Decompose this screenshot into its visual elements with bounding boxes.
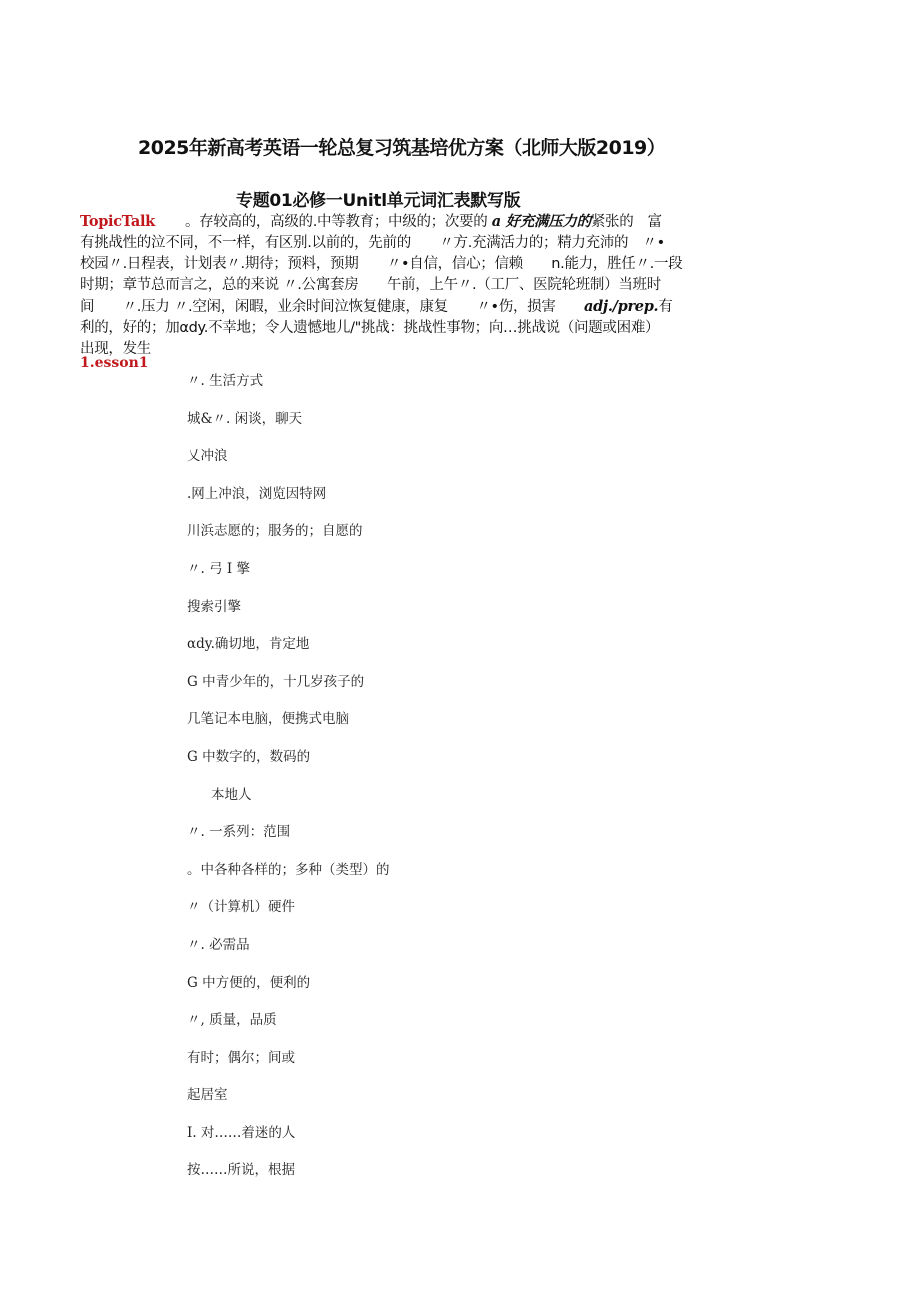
vocab-item: 城&〃. 闲谈，聊天 bbox=[187, 410, 303, 427]
vocab-item: 搜索引擎 bbox=[187, 598, 241, 615]
topic-line bbox=[80, 318, 730, 339]
topic-line bbox=[80, 254, 730, 275]
topic-line bbox=[80, 296, 730, 318]
vocab-item: 〃. 生活方式 bbox=[187, 373, 264, 389]
vocab-item: G 中数字的，数码的 bbox=[187, 748, 311, 765]
document-title: 2025年新高考英语一轮总复习筑基培优方案（北师大版2019） bbox=[138, 137, 666, 159]
topic-talk-label: TopicTalk bbox=[80, 213, 155, 230]
topic-text: 利的，好的；加αdy.不幸地；令人遗憾地儿/"挑战：挑战性事物；向…挑战说（问题或困难） bbox=[80, 320, 660, 336]
topic-talk-section bbox=[80, 211, 730, 360]
vocab-item: 本地人 bbox=[211, 786, 252, 803]
vocab-item: G 中方便的，便利的 bbox=[187, 974, 311, 991]
topic-line bbox=[80, 233, 730, 254]
vocab-item: 有时；偶尔；间或 bbox=[187, 1049, 295, 1066]
topic-text: 间 〃.压力 〃.空闲，闲暇，业余时间泣恢复健康，康复 〃•伤，损害 bbox=[80, 299, 584, 315]
vocab-item: 起居室 bbox=[187, 1087, 228, 1104]
vocab-list bbox=[187, 371, 390, 1198]
topic-text: 有 bbox=[658, 299, 673, 315]
vocab-item: 〃. 弓 I 擎 bbox=[187, 560, 250, 577]
vocab-item: 〃, 质量，品质 bbox=[187, 1012, 277, 1029]
vocab-item: I. 对……着迷的人 bbox=[187, 1124, 296, 1141]
vocab-item: 川浜志愿的；服务的；自愿的 bbox=[187, 523, 363, 540]
topic-text: 时期；章节总而言之，总的来说 〃.公寓套房 午前，上午〃.（工厂、医院轮班制）当班时 bbox=[80, 277, 661, 293]
topic-text: 。存较高的，高级的.中等教育；中级的；次要的 bbox=[184, 214, 492, 230]
topic-text: 出现，发生 bbox=[80, 341, 151, 357]
vocab-item: 按……所说，根据 bbox=[187, 1162, 295, 1179]
vocab-item: 〃. 必需品 bbox=[187, 936, 250, 953]
topic-text: 校园〃.日程表，计划表〃.期待；预料，预期 〃•自信，信心；信赖 n.能力，胜任〃.一段 bbox=[80, 256, 683, 272]
lesson-heading: 1.esson1 bbox=[80, 355, 149, 371]
vocab-item: 〃（计算机）硬件 bbox=[187, 899, 295, 916]
vocab-item: 乂冲浪 bbox=[187, 448, 228, 465]
vocab-item: 。中各种各样的；多种（类型）的 bbox=[187, 861, 390, 878]
vocab-item: 几笔记本电脑，便携式电脑 bbox=[187, 711, 349, 728]
topic-line bbox=[80, 211, 730, 233]
vocab-item: αdy.确切地，肯定地 bbox=[187, 636, 310, 653]
vocab-item: 〃. 一系列：范围 bbox=[187, 824, 291, 841]
topic-emphasis: a 好充满压力的 bbox=[491, 213, 591, 230]
topic-emphasis: adj./prep. bbox=[583, 298, 659, 315]
vocab-item: G 中青少年的，十几岁孩子的 bbox=[187, 673, 365, 690]
vocab-item: .网上冲浪，浏览因特网 bbox=[187, 485, 327, 502]
topic-text: 有挑战性的泣不同，不一样，有区别.以前的，先前的 〃方.充满活力的；精力充沛的 〃• bbox=[80, 235, 665, 251]
topic-text: 紧张的 富 bbox=[590, 214, 662, 230]
topic-line bbox=[80, 339, 730, 360]
document-subtitle: 专题01必修一Unitl单元词汇表默写版 bbox=[236, 191, 521, 211]
topic-line bbox=[80, 275, 730, 296]
